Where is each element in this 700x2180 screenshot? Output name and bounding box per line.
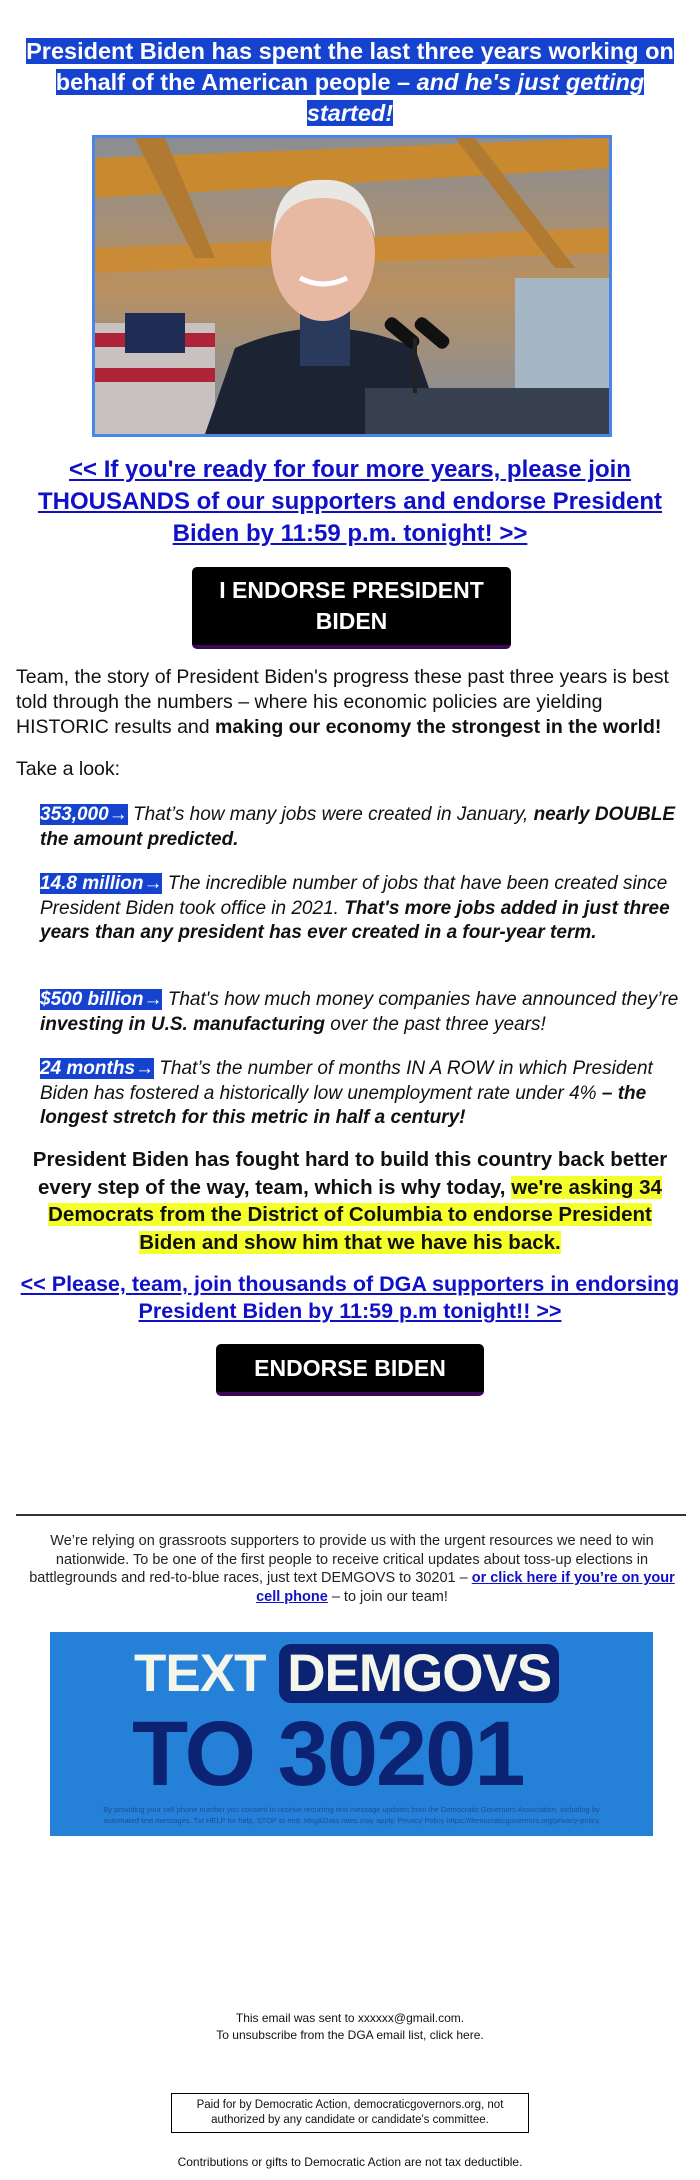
endorse-link-top[interactable]: << If you're ready for four more years, please join THOUSANDS of our supporters and endorse President Biden by 11:59 p.m. tonight! >> (37, 456, 663, 547)
stat-tag: 24 months→ (40, 1058, 155, 1079)
email-info (0, 2010, 700, 2044)
endorse-biden-button[interactable]: ENDORSE BIDEN (216, 1344, 484, 1396)
divider (16, 1514, 686, 1516)
footer-text-end: – to join our team! (327, 1588, 448, 1605)
stat-tag: 14.8 million→ (40, 873, 163, 894)
stat-text: over the past three years! (325, 1013, 546, 1035)
intro-paragraph (16, 665, 688, 740)
banner-line-1 (134, 1644, 559, 1704)
intro-text: Team, the story of President Biden's progress these past three years is best told through the numbers – where his economic policies are yielding HISTORIC results and (16, 666, 669, 738)
paid-for-text: Paid for by Democratic Action, democraticgovernors.org, not authorized by any candidate or candidate's committee. (196, 2099, 504, 2126)
mobile-signup-link[interactable]: or click here if you’re on your cell phone (256, 1570, 675, 1605)
stat-item (40, 803, 680, 852)
photo-president-biden-at-podium-icon (95, 138, 609, 434)
sent-to-text: This email was sent to xxxxxx@gmail.com. (235, 2011, 465, 2025)
stat-item (40, 1057, 680, 1131)
endorse-link-bottom[interactable]: << Please, team, join thousands of DGA supporters in endorsing President Biden by 11:59 p.m tonight!! >> (20, 1272, 680, 1323)
headline-text: President Biden has spent the last three years working on behalf of the American people – (26, 38, 674, 95)
intro-bold: making our economy the strongest in the world! (215, 716, 662, 738)
take-a-look: Take a look: (16, 758, 121, 780)
stat-text: That’s the number of months IN A ROW in which President Biden has fostered a historically low unemployment rate under 4% (40, 1058, 653, 1104)
unsubscribe-link[interactable]: To unsubscribe from the DGA email list, click here. (216, 2028, 484, 2042)
stat-bold: That's more jobs added in just three years than any president has ever created in a four-year term. (40, 897, 670, 943)
banner-keyword: DEMGOVS (279, 1644, 559, 1703)
president-photo (92, 135, 612, 437)
endorse-president-button[interactable]: I ENDORSE PRESIDENT BIDEN (192, 567, 511, 649)
stat-tag: 353,000→ (40, 804, 128, 825)
footer-text: We’re relying on grassroots supporters to provide us with the urgent resources we need to win nationwide. To be one of the first people to receive critical updates about toss-up elections in battlegrounds and red-to-blue races, just text DEMGOVS to 30201 – (29, 1533, 654, 1586)
stat-text: That's how much money companies have announced they’re (162, 989, 679, 1010)
closing-paragraph (20, 1146, 680, 1256)
stat-bold: – the longest stretch for this metric in half a century! (40, 1082, 647, 1128)
text-demgovs-banner[interactable] (50, 1632, 653, 1836)
stat-text: The incredible number of jobs that have been created since President Biden took office in 2021. (40, 873, 668, 919)
stat-item (40, 988, 680, 1037)
paid-for-box (171, 2093, 529, 2133)
closing-text: President Biden has fought hard to build this country back better every step of the way, team, which is why today, (32, 1148, 668, 1199)
stat-bold: nearly DOUBLE the amount predicted. (40, 804, 676, 850)
banner-number: TO 30201 (132, 1703, 524, 1805)
banner-text-word: TEXT (134, 1644, 266, 1703)
closing-highlight: we're asking 34 Democrats from the District of Columbia to endorse President Biden and show him that we have his back. (48, 1175, 662, 1254)
footer-paragraph (16, 1532, 688, 1606)
banner-disclaimer: By providing your cell phone number you consent to receive recurring text message updates from the Democratic Governors Association, including by automated text messages. Txt HELP for help, STOP to end. Msg&Data rates may apply. Privacy Policy https://democraticgovernors.org/privacy-policy (103, 1805, 600, 1825)
headline-italic: and he's just getting started! (306, 69, 645, 126)
stat-tag: $500 billion→ (40, 989, 163, 1010)
stat-text: That’s how many jobs were created in January, (127, 804, 534, 825)
stat-bold: investing in U.S. manufacturing (40, 1013, 326, 1035)
stat-item (40, 872, 680, 946)
contributions-notice: Contributions or gifts to Democratic Action are not tax deductible. (177, 2155, 523, 2169)
headline (16, 36, 684, 129)
